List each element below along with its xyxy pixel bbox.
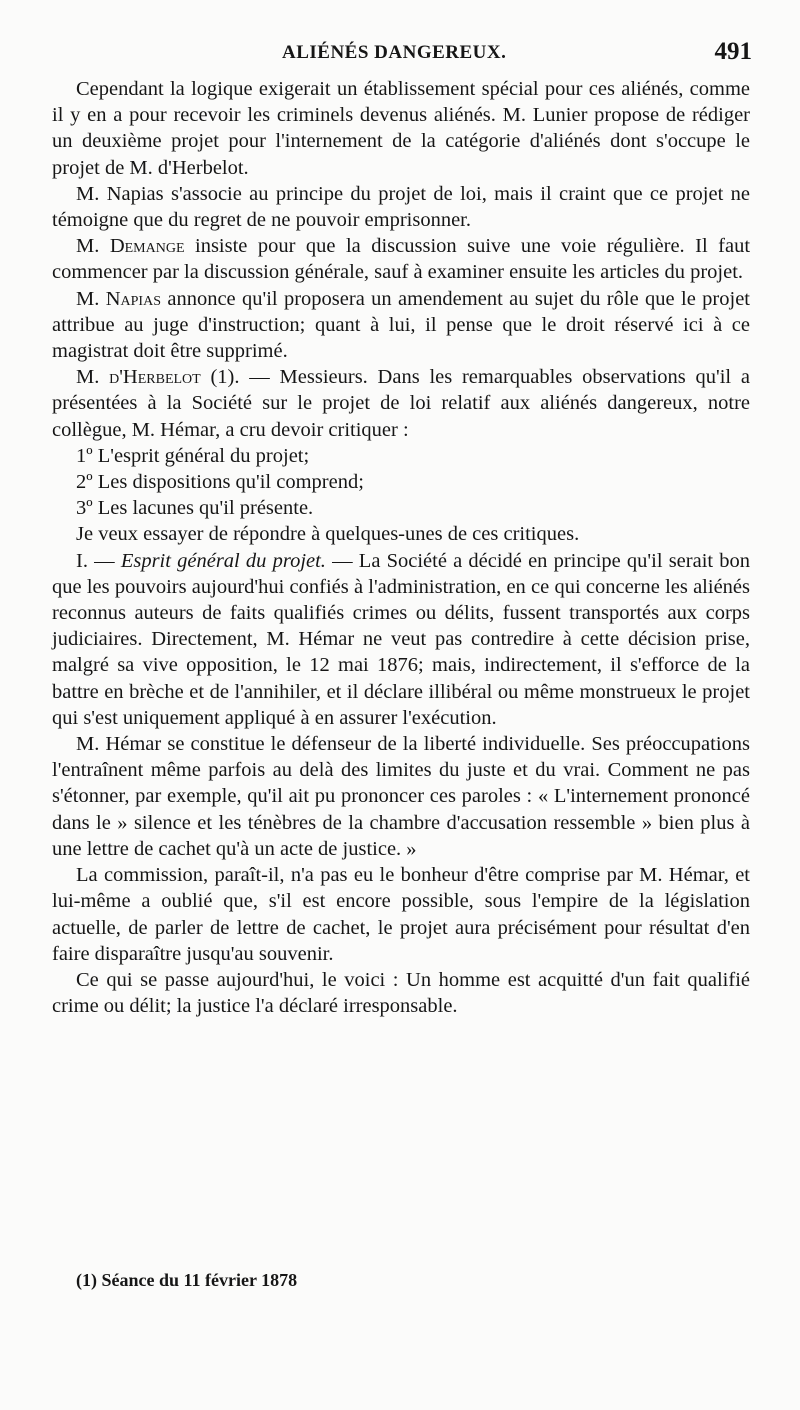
footnote: (1) Séance du 11 février 1878 (76, 1270, 298, 1290)
paragraph-herbelot-text: — Messieurs. Dans les remarquables observations qu'il a présentées à la Société sur le projet de loi relatif aux aliénés dangereux, notre collègue, M. Hémar, a cru devoir critiquer : (52, 366, 750, 441)
paragraph-section-1 (52, 548, 750, 731)
paragraph-demange (52, 233, 750, 285)
paragraph-napias-2 (52, 286, 750, 365)
speaker-herbelot: M. d'Herbelot (76, 366, 201, 389)
speaker-demange: M. Demange (76, 235, 185, 258)
page-number: 491 (714, 38, 752, 65)
speaker-napias: M. Napias (76, 287, 161, 310)
paragraph-hemar: M. Hémar se constitue le défenseur de la liberté individuelle. Ses préoccupations l'entraînent même parfois au delà des limites du juste et du vrai. Comment ne pas s'étonner, par exemple, qu'il ait pu prononcer ces paroles : « L'internement prononcé dans le » silence et les ténèbres de la chambre d'accusation ressemble » bien plus à une lettre de cachet qu'à un acte de justice. » (52, 733, 750, 860)
list-item-1: 1º L'esprit général du projet; (76, 444, 310, 467)
footnote-ref: (1). (210, 366, 240, 389)
paragraph-lunier: Cependant la logique exigerait un établissement spécial pour ces aliénés, comme il y en a pour recevoir les criminels devenus aliénés. M. Lunier propose de rédiger un deuxième projet pour l'internement de la catégorie d'aliénés dont s'occupe le projet de M. d'Herbelot. (52, 78, 750, 179)
paragraph-herbelot (52, 364, 750, 443)
paragraph-demange-text: insiste pour que la discussion suive une voie régulière. Il faut commencer par la discussion générale, sauf à examiner ensuite les articles du projet. (52, 235, 751, 284)
paragraph-commission: La commission, paraît-il, n'a pas eu le bonheur d'être comprise par M. Hémar, et lui-même a oublié que, s'il est encore possible, sous l'empire de la législation actuelle, de parler de lettre de cachet, le projet aura précisément pour résultat d'en faire disparaître jusqu'au souvenir. (52, 864, 750, 965)
list-item-3: 3º Les lacunes qu'il présente. (76, 497, 314, 520)
page-header (82, 38, 752, 74)
paragraph-today: Ce qui se passe aujourd'hui, le voici : Un homme est acquitté d'un fait qualifié crime ou délit; la justice l'a déclaré irresponsable. (52, 968, 750, 1018)
paragraph-napias-2-text: annonce qu'il proposera un amendement au sujet du rôle que le projet attribue au juge d'instruction; quant à lui, il pense que le droit réservé ici à ce magistrat doit être supprimé. (52, 287, 750, 363)
paragraph-reply: Je veux essayer de répondre à quelques-unes de ces critiques. (76, 523, 580, 546)
paragraph-napias-1: M. Napias s'associe au principe du projet de loi, mais il craint que ce projet ne témoigne que du regret de ne pouvoir emprisonner. (52, 182, 750, 232)
section-number: I. — (76, 549, 115, 572)
list-item-2: 2º Les dispositions qu'il comprend; (76, 471, 364, 494)
paragraph-section-1-text: — La Société a décidé en principe qu'il serait bon que les pouvoirs aujourd'hui confiés à l'administration, en ce qui concerne les aliénés reconnus auteurs de faits qualifiés crimes ou délits, fussent transportés aux corps judiciaires. Directement, M. Hémar ne veut pas contredire à cette décision prise, malgré sa vive opposition, le 12 mai 1876; mais, indirectement, il s'efforce de la battre en brèche et de l'annihiler, et il déclare illibéral ou même monstrueux le projet qui s'est uniquement appliqué à en assurer l'exécution. (52, 549, 751, 729)
running-head: ALIÉNÉS DANGEREUX. (282, 42, 507, 63)
section-title: Esprit général du projet. (120, 549, 326, 572)
body-text (52, 76, 750, 1019)
